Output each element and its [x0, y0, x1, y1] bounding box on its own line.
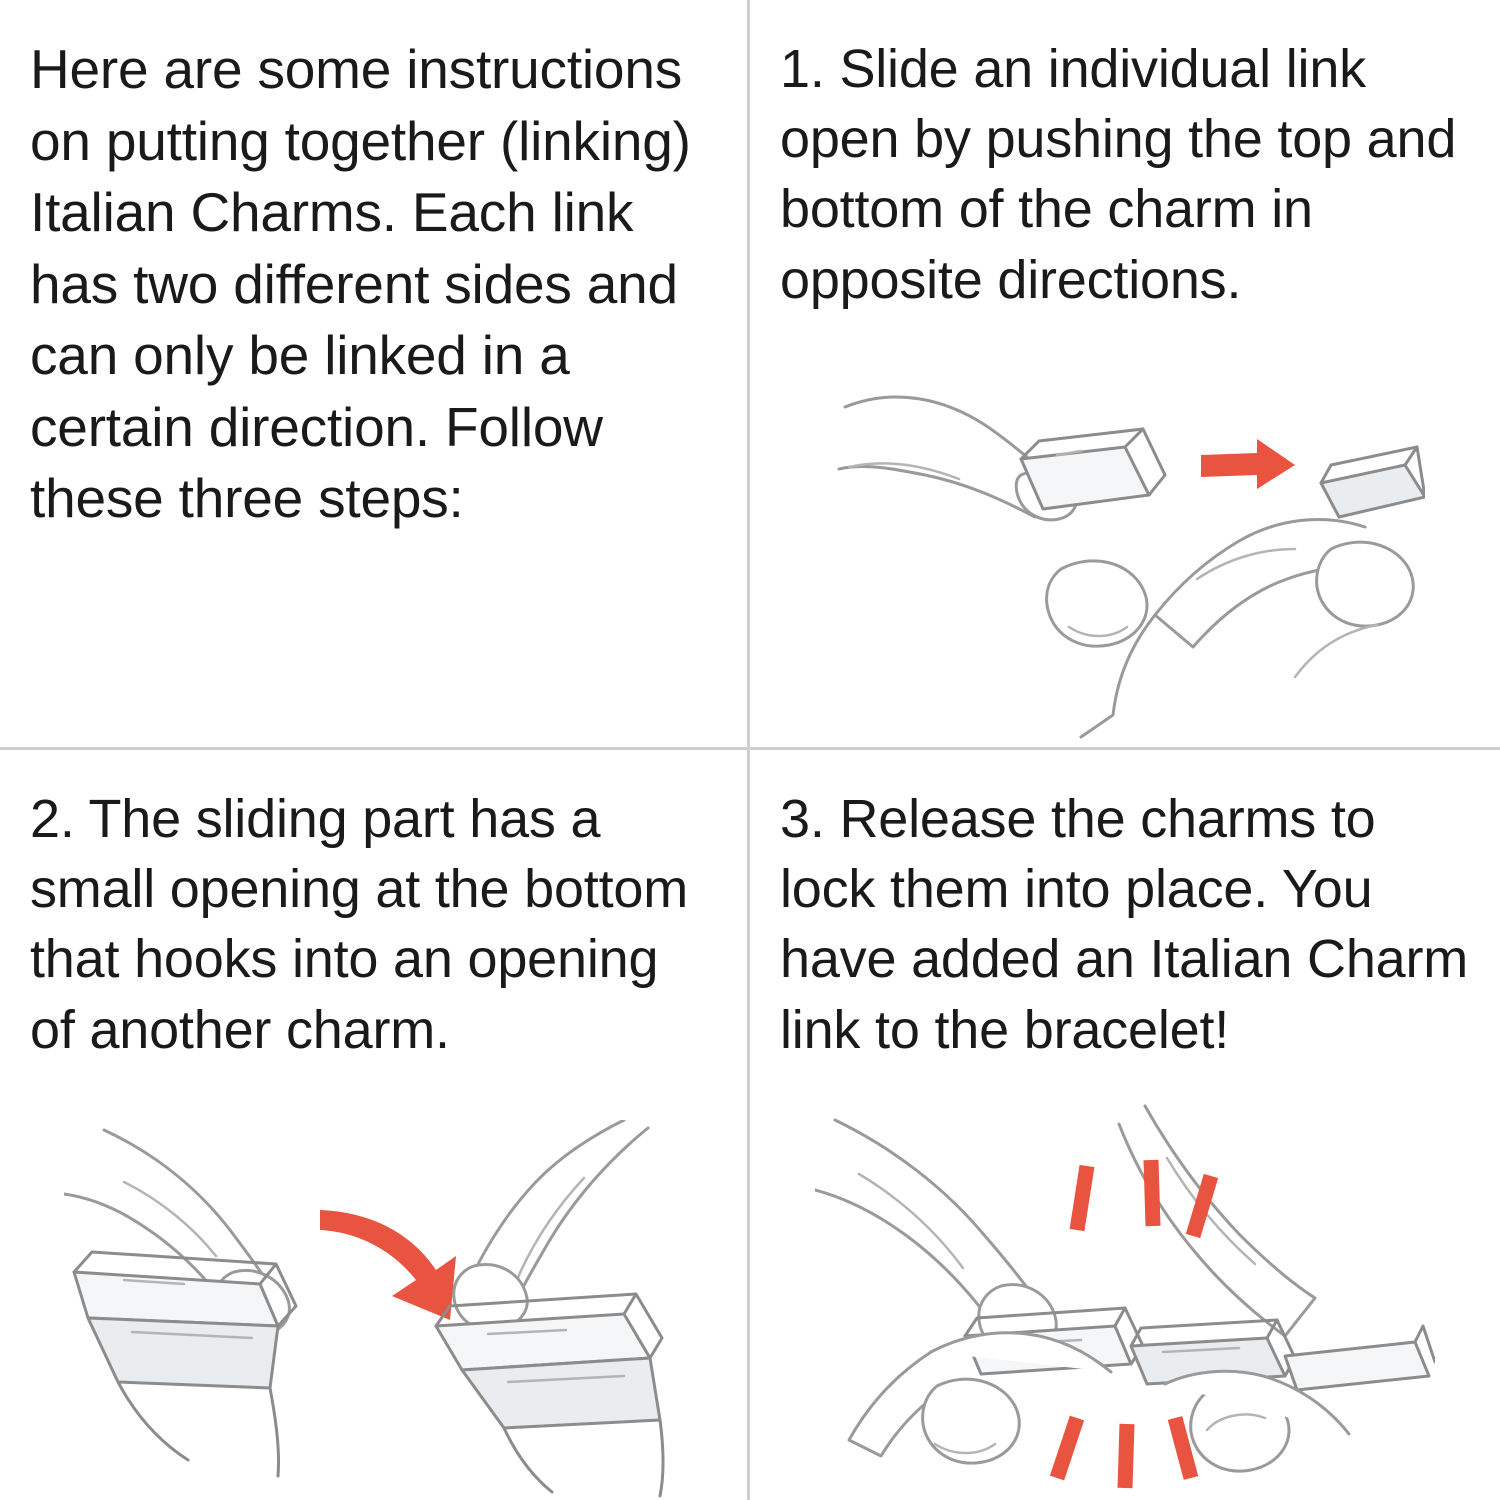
panel-step-2 — [0, 750, 750, 1500]
step-3-text: 3. Release the charms to lock them into place. You have added an Italian Charm link to the bracelet! — [780, 789, 1483, 1060]
burst-marks-bottom — [1057, 1418, 1191, 1488]
step-1-illustration — [750, 347, 1500, 747]
step-2-illustration — [0, 1120, 747, 1500]
panel-step-3 — [750, 750, 1500, 1500]
step-3-illustration — [750, 1100, 1500, 1500]
panel-step-1 — [750, 0, 1500, 750]
intro-text: Here are some instructions on putting together (linking) Italian Charms. Each link has two different sides and can only be linked in a certain direction. Follow these three steps: — [30, 38, 706, 529]
panel-intro — [0, 0, 750, 750]
step-1-text: 1. Slide an individual link open by pushing the top and bottom of the charm in opposite directions. — [780, 39, 1471, 310]
step-2-text: 2. The sliding part has a small opening at the bottom that hooks into an opening of another charm. — [30, 789, 703, 1060]
